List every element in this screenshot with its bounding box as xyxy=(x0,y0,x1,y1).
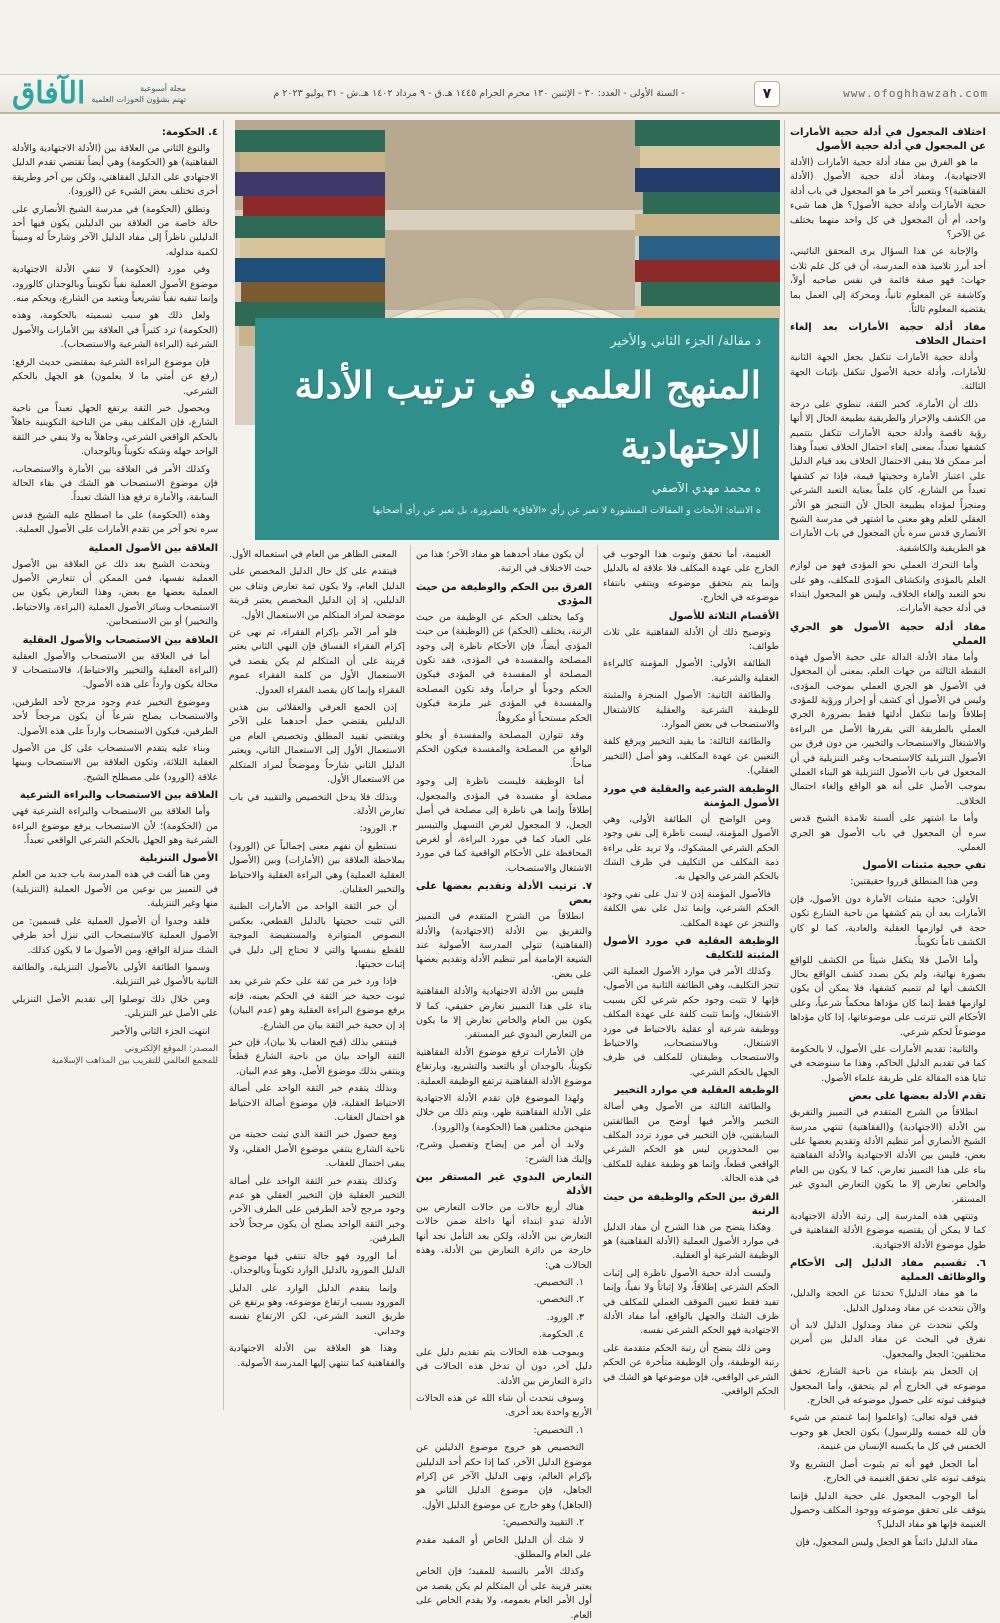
paragraph: ولعل ذلك هو سبب تسميته بالحكومة، وهذه (الحكومة) ترد كثيراً في العلاقة بين الأمارات والأصول الشرعية (البراءة الشرعية والاستصحاب). xyxy=(12,310,218,351)
paragraph: ما هو الفرق بين مفاد أدلة حجية الأمارات (الأدلة الاجتهادية)، ومفاد أدلة حجية الأصول (الأدلة الفقاهتية)؟ وبتعبير آخر ما هو المجعول في باب أدلة حجية الأمارات وأدلة حجية الأصول؟ هل هما شيء واحد، أم أن المجعول في كل واحد منهما يختلف عن الآخر؟ xyxy=(790,157,986,241)
list-item: ٢. التخصص. xyxy=(536,1294,584,1306)
logo-tagline xyxy=(91,83,186,105)
section-heading: ٧. ترتيب الأدلة وتقديم بعضها على بعض xyxy=(416,881,592,907)
paragraph: فإن موضوع البراءة الشرعية بمقتضى حديث الرفع: (رفع عن أمتي ما لا يعلمون) هو الجهل بالحكم الشرعي. xyxy=(12,356,218,397)
article-column-3 xyxy=(416,548,592,1621)
section-heading: التعارض البدوي غير المستقر بين الأدلة xyxy=(416,1172,592,1198)
column-rule xyxy=(223,120,224,1410)
paragraph: وتوضيح ذلك أن الأدلة الفقاهتية على ثلاث طوائف: xyxy=(603,626,779,653)
paragraph: وكذلك الأمر في موارد الأصول العملية التي تنجز التكليف، وهي الطائفة الثانية من الأصول، فإنها لا تثبت وجود حكم شرعي لكن بسبب الاشتغال، وإنما تثبت كلفة على عهدة المكلف ووظيفة شرعية أو عقلية بالاحتياط في مورد الاشتغال، وبالاستصحاب، والاحتياط والاستصحاب وظيفتان للمكلف في ظرف الجهل بالحكم الشرعي. xyxy=(603,965,779,1078)
article-title-banner xyxy=(255,318,779,540)
paragraph: فإذا ورد خبر من ثقة على حكم شرعي بعد ثبوت حجية خبر الثقة في الحكم بعينه، فإنه يرفع موضوع البراءة العقلية وهو (عدم البيان) إذ إن حجية خبر الثقة بيان من الشارع. xyxy=(229,976,405,1031)
section-heading: ٦. تقسيم مفاد الدليل إلى الأحكام والوظائف العملية xyxy=(790,1258,986,1284)
paragraph: المعنى الظاهر من العام في استعماله الأول. xyxy=(229,549,397,560)
article-author: ه محمد مهدي الآصفي xyxy=(651,481,761,495)
paragraph: أما الجعل فهو أنه تم بثبوت أصل التشريع ولا يتوقف ثبوته على تحقق الغنيمة في الخارج. xyxy=(790,1458,986,1485)
paragraph: وكما يختلف الحكم عن الوظيفة من حيث الرتبة، يختلف (الحكم) عن (الوظيفة) من حيث المؤدى أيضاً، فإن الأحكام ناظرة إلى وجود المصلحة والمفسدة في المؤدى، فقد تكون المصلحة أو المفسدة في المؤدى فيكون الحكم وجوباً أو حراماً، وقد تكون المصلحة والمفسدة في المؤدى غير ملزمة فيكون الحكم مستحباً أو مكروهاً. xyxy=(416,611,592,724)
section-heading: مفاد أدلة حجية الأصول هو الجري العملي xyxy=(790,621,986,647)
paragraph: الطائفة الأولى: الأصول المؤمنة كالبراءة العقلية والشرعية. xyxy=(603,658,779,684)
masthead xyxy=(0,74,1000,114)
paragraph: ومن هنا ألقت في هذه المدرسة باب جديد من العلم في التمييز بين نوعين من الأصول العملية (التنزيلية) منها وغير التنزيلية. xyxy=(12,869,218,910)
paragraph: ولابد أن أمر من إيضاح وتفصيل وشرح، وإليك هذا الشرح: xyxy=(416,1139,592,1165)
paragraph: فالأصول المؤمنة إذن لا تدل على نفي وجود الحكم الشرعي، وإنما تدل على نفي الكلفة والتنجز عن عهدة المكلف. xyxy=(603,888,779,929)
book-stack-left xyxy=(235,130,385,346)
paragraph: وبموجب هذه الحالات يتم تقديم دليل على دليل آخر، دون أن تدخل هذه الحالات في دائرة التعارض بين الأدلة. xyxy=(416,1346,592,1387)
section-heading: العلاقة بين الاستصحاب والبراءة الشرعية xyxy=(19,790,218,802)
logo-wordmark: الآفاق xyxy=(12,76,86,111)
paragraph: وهذا هو العلاقة بين الأدلة الاجتهادية والفقاهتية كما تنتهي إليها المدرسة الأصولية. xyxy=(229,1343,405,1369)
issue-info: - السنة الأولى - العدد: ٣٠ - الإثنين ١٣٠ محرم الحرام ١٤٤٥ هـ.ق - ٩ مرداد ١٤٠٢ هـ.ش - ٣١ يوليو ٢٠٢٣ م xyxy=(273,88,685,99)
paragraph: وأدلة حجية الأمارات تتكفل بجعل الجهة الثانية للأمارات، وأدلة حجية الأصول تتكفل بإثبات الجهة الثالثة. xyxy=(790,352,986,393)
paragraph: وسوف نتحدث أن شاء الله عن هذه الحالات الأربع واحدة بعد أخرى. xyxy=(416,1392,592,1419)
paragraph: أما الوظيفة فليست ناظرة إلى وجود مصلحة أو مفسدة في المؤدى والمجعول، إطلاقاً وإنما هي ناظرة إلى مصلحة في أصل الجعل، لا المجعول لغرض التسهيل والتيسير على العباد كما في مورد البراءة، أو لغرض المحافظة على الأحكام الواقعية كما في مورد الاشتغال والاستصحاب. xyxy=(416,776,592,874)
article-column-4 xyxy=(229,548,405,1412)
section-heading: ٤. الحكومة: xyxy=(161,127,218,138)
article-kicker: د مقالة/ الجزء الثاني والأخير xyxy=(610,334,761,349)
paragraph: أن خبر الثقة الواحد من الأمارات الظنية التي تثبت حجيتها بالدليل القطعي، بعكس النصوص المتواترة والمستفيضة الموجبة للقطع بنفسها والتي لا تحتاج إلى دليل في إثبات حجيتها. xyxy=(229,901,405,970)
paragraph: إن الجعل يتم بإنشاء من ناحية الشارع، تحقق موضوعه في الخارج أم لم يتحقق، وأما المجعول فيتوقف ثبوته على حصول موضوعه في الخارج. xyxy=(790,1366,986,1407)
paragraph: والإجابة عن هذا السؤال يرى المحقق النائيني، أحد أبرز تلاميذ هذه المدرسة، أن في كل علم ثلاث جهات: فهو صفة قائمة في نفس صاحبه أولاً، وكاشفة عن المعلوم ثانياً، ومحركة إلى العمل بما يقتضيه المعلوم ثالثاً. xyxy=(790,246,986,316)
page-number: ٧ xyxy=(754,81,780,107)
article-title: المنهج العلمي في ترتيب الأدلة الاجتهادية xyxy=(294,363,761,467)
paragraph: وتنتهي هذه المدرسة إلى رتبة الأدلة الاجتهادية كما لا يمكن أن يقتضيه موضوع الأدلة الفقاهتية في طول موضوع الأدلة الاجتهادية. xyxy=(790,1211,986,1251)
paragraph: فلو أمر الآمر بإكرام الفقراء، ثم نهى عن إكرام الفقراء الفساق فإن النهي الثاني يعتبر قرينة على أن المتكلم لم يكن يقصد في الاستعمال الأول من كلمة الفقراء عموم الفقراء وإنما كان يقصد الفقراء العدول. xyxy=(229,627,405,696)
paragraph: أما في العلاقة بين الاستصحاب والأصول العقلية (البراءة العقلية والتخيير والاحتياط)، فالاستصحاب لا محالة يكون وارداً على هذه الأصول. xyxy=(12,650,218,691)
paragraph: والطائفة الثالثة: ما يفيد التخيير ويرفع كلفة التعيين عن عهدة المكلف، وهو أصل (التخيير العقلي). xyxy=(603,736,779,777)
paragraph: وكذلك يتقدم خبر الثقة الواحد على أصالة التخيير العقلية فإن التخيير العقلي هو عدم وجود مرجح لأحد الطرفين على الطرف الآخر، وخبر الثقة الواحد يصلح أن يكون مرجحاً لأحد الطرفين. xyxy=(229,1175,405,1245)
paragraph: ٣. الورود: xyxy=(359,823,397,835)
section-heading: نفي حجية مثبتات الأصول xyxy=(862,860,986,872)
paragraph: الغنيمة، أما تحقق وثبوت هذا الوجوب في الخارج على عهدة المكلف فلا علاقة له بالدليل وإنما يتم بتحقق موضوعه وينتفي بانتفاء موضوعه في الخارج. xyxy=(603,549,779,604)
paragraph: ومن خلال ذلك توصلوا إلى تقديم الأصل التنزيلي على الأصل غير التنزيلي. xyxy=(12,993,218,1020)
paragraph: والثانية: تقديم الأمارات على الأصول، لا بالحكومة كما في تقديم الدليل الحاكم، وهذا ما سنوضحه في ثنايا هذه المقالة على طريقة علماء الأصول. xyxy=(790,1043,986,1084)
paragraph: نستطيع أن نفهم معنى إجمالياً عن (الورود) بملاحظة العلاقة بين (الأمارات) وبين (الأصول العقلية العملية) وهي البراءة العقلية والاحتياط والتخيير العقليان. xyxy=(229,840,405,895)
paragraph: إذن الجمع العرفي والعقلائي بين هذين الدليلين يقتضي حمل أحدهما على الآخر ويقتضي تقييد المطلق وتخصيص العام من الاستعمال الأول إلى الاستعمال الثاني، ويعتبر الدليل الثاني شارحاً وموضحاً لمراد المتكلم من الاستعمال الأول. xyxy=(229,702,405,786)
paragraph: مفاد الدليل دائماً هو الجعل وليس المجعول، فإن xyxy=(795,1536,978,1548)
paragraph: ويتحدث الشيخ بعد ذلك عن العلاقة بين الأصول العملية نفسها، فمن الممكن أن تتعارض الأصول العملية بعضها مع بعض، وهذا التعارض يكون بين الاستصحاب وسائر الأصول العملية (البراءة، والاحتياط، والتخيير) أو بين الاستصحابين. xyxy=(12,558,218,628)
paragraph: وهكذا يتضح من هذا الشرح أن مفاد الدليل في موارد الأصول العملية (الأدلة الفقاهتية) هو الوظيفة الشرعية أو العقلية. xyxy=(603,1221,779,1262)
paragraph: ومن هذا المنطلق قرروا حقيقتين: xyxy=(850,876,978,888)
paragraph: وتطلق (الحكومة) في مدرسة الشيخ الأنصاري على حالة خاصة من العلاقة بين الدليلين يكون فيها أحد الدليلين ناظراً إلى مفاد الدليل الآخر وشارحاً له ومبيناً لكمية مدلوله. xyxy=(12,203,218,258)
paragraph: ٢. التقييد والتخصيص: xyxy=(502,1517,584,1529)
masthead-logo[interactable] xyxy=(12,76,212,111)
paragraph: ذلك أن الأمارة، كخبر الثقة، تنطوي على درجة من الكشف والإحراز والطريقية بطبيعة الحال إلا أنها رؤية ناقصة وأدلة حجية الأمارات تتكفل بتتميم كشفها تعبداً، بمعنى إلغاء احتمال الخلاف تعبداً وهذا أمر ممكن فلا يبقى الاحتمال الخلاف بعد قيام الدليل على اعتبار الأمارة وحجيتها قيمة، فإذا تم كشفها تعبداً من الشارع، كان علماً بعناية التعبد الشرعي ومنجزاً لمؤداه بطبيعة الحال لأن التنجيز هو الأثر العقلي للعلم وهو معنى ما اشتهر في مدرسة الشيخ الأنصاري قدس سره بأن المجعول في باب الأمارات هو الطريقية والكاشفية. xyxy=(790,398,986,554)
section-heading: الوظيفة الشرعية والعقلية في مورد الأصول المؤمنة xyxy=(603,783,779,809)
paragraph: وإنما يتقدم الدليل الوارد على الدليل المورود بسبب ارتفاع موضوعه، وهو يرتفع عن طريق التعبد الشرعي، لكن الارتفاع نفسه وجداني. xyxy=(229,1282,405,1337)
section-heading: الوظيفة العقلية في موارد التخيير xyxy=(614,1085,779,1097)
paragraph: وليست أدلة حجية الأصول ناظرة إلى إثبات الحكم الشرعي إطلاقاً، ولا إثباتاً ولا نفياً، وإنما تفيد فقط تعيين الموقف العملي للمكلف في ظرف الشك والجهل بالواقع، أما مفاد الأدلة الاجتهادية فهو الحكم الشرعي نفسه. xyxy=(603,1267,779,1337)
list-item: ١. التخصيص. xyxy=(533,1277,584,1289)
paragraph: ولهذا الموضوع فإن تقدم الأدلة الاجتهادية على الأدلة الفقاهتية ظهر، ويتم ذلك من خلال منهجين مختلفين هما (الحكومة) و(الورود). xyxy=(416,1093,592,1133)
paragraph: وبذلك فلا يدخل التخصيص والتقييد في باب تعارض الأدلة. xyxy=(229,791,405,817)
paragraph: فلقد وجدوا أن الأصول العملية على قسمين: من الأصول العملية كالاستصحاب التي تنزل أحد طرفي الشك منزلة الواقع، ومن الأصول ما لا يكون كذلك. xyxy=(12,915,218,956)
source-note xyxy=(12,1043,218,1067)
article-disclaimer: ه الانتباه: الأبحاث و المقالات المنشورة لا تعبر عن رأي «الآفاق» بالضرورة، بل تعبر عن رأي أصحابها xyxy=(372,505,761,516)
paragraph: ومن الواضح أن الطائفة الأولى، وهي الأصول المؤمنة، ليست ناظرة إلى نفي وجود الحكم الشرعي المشكوك، ولا تريد على براءة ذمة المكلف من التكليف في ظرف الشك بالحكم الشرعي والجهل به. xyxy=(603,813,779,883)
paragraph: وسموا الطائفة الأولى بالأصول التنزيلية، والطائفة الثانية بالأصول غير التنزيلية. xyxy=(12,961,218,988)
section-heading: الأصول التنزيلية xyxy=(139,853,218,865)
paragraph: وأما العلاقة بين الاستصحاب والبراءة الشرعية فهي من (الحكومة)؛ لأن الاستصحاب يرفع موضوع البراءة الشرعية وهو الجهل بالحكم الشرعي الواقعي تعبداً. xyxy=(12,806,218,847)
paragraph: وفي مورد (الحكومة) لا تنفي الأدلة الاجتهادية موضوع الأصول العملية نفياً تكوينياً وبالوجدان كالورود، وإنما تنفيه نفياً تشريعياً وبتعبد من الشارع، ويحكم منه. xyxy=(12,264,218,305)
paragraph: أما الوجوب المجعول على حجية الدليل فإنما يتوقف على تحقق موضوعه ووجود المكلف وحصول الغنيمة فإنها هو مفاد الدليل؟ xyxy=(790,1490,986,1531)
paragraph: وبذلك يتقدم خبر الثقة الواحد على أصالة الاحتياط العقلية، فإن موضوع أصالة الاحتياط هو احتمال العقاب. xyxy=(229,1083,405,1124)
paragraph: وبحصول خبر الثقة يرتفع الجهل تعبداً من ناحية الشارع، فإن المكلف يبقى من الناحية التكوينية جاهلاً بالحكم الواقعي الشرعي، وجاهلاً به ولا ينفي خبر الثقة الواحد جهله وشكه تكويناً وبالوجدان. xyxy=(12,402,218,458)
section-heading: الوظيفة العقلية في مورد الأصول المثبتة للتكليف xyxy=(603,935,779,961)
paragraph: وموضوع التخيير عدم وجود مرجح لأحد الطرفين، والاستصحاب يصلح شرعاً أن يكون مرجحاً لأحد الطرفين، فيكون الاستصحاب وارداً على هذه الأصول. xyxy=(12,696,218,737)
paragraph: ومع حصول خبر الثقة الذي ثبتت حجيته من ناحية الشارع ينتفي موضوع الأصل العقلي، ولا يبقى احتمال للعقاب. xyxy=(229,1129,405,1170)
section-heading: العلاقة بين الاستصحاب والأصول العقلية xyxy=(22,634,218,646)
paragraph: ما هو مفاد الدليل؟ تحدثنا عن الحجة والدليل، والآن نتحدث عن مفاد ومدلول الدليل. xyxy=(790,1288,986,1314)
paragraph: انطلاقاً من الشرح المتقدم في التمييز والتفريق بين الأدلة (الاجتهادية) و(الفقاهتية) تنتهي مدرسة الشيخ الأنصاري أمر تنظيم الأدلة وتقديم بعضها على بعض، فليس بين الأدلة الاجتهادية والأدلة الفقاهتية بناء على هذا التمييز تعارض، كما لا يكون بين العام والخاص تعارض إلا ما يكون التعارض البدوي غير المستقر. xyxy=(790,1107,986,1205)
column-rule xyxy=(784,120,785,1410)
paragraph: فيتقدم على كل حال الدليل المخصص على الدليل العام، ولا يكون ثمة تعارض وتناف بين الدليلين، إذ إن الدليل المخصص يعتبر قرينة موضحة لمراد المتكلم من الاستعمال الأول. xyxy=(229,566,405,621)
paragraph: التخصيص هو خروج موضوع الدليلين عن موضوع الدليل الآخر، كما إذا حكم أحد الدليلين بإكرام العالم، ونهى الدليل الآخر عن إكرام الجاهل، فإن موضوع الدليل الثاني هو (الجاهل) وهو خارج عن موضوع الدليل الأول. xyxy=(416,1442,592,1511)
section-heading: الفرق بين الحكم والوظيفة من حيث الرتبة xyxy=(603,1191,779,1217)
logo-tagline-line2: تهتم بشؤون الحوزات العلمية xyxy=(91,94,186,104)
paragraph: أن يكون مفاد أحدهما هو مفاد الآخر؛ هذا من حيث الاختلاف في الرتبة. xyxy=(416,549,592,575)
paragraph: وأما ما اشتهر على ألسنة تلامذة الشيخ قدس سره أن المجعول في باب الأصول هو الجري العملي. xyxy=(790,813,986,854)
paragraph: وقد تتوازن المصلحة والمفسدة أو يخلو الواقع من المصلحة والمفسدة فيكون الحكم مباحاً. xyxy=(416,730,592,770)
paragraph: وأما التحرك العملي نحو المؤدى فهو من لوازم العلم بالمؤدى وانكشاف المؤدى للمكلف، وهو على نحو التعبد وإلغاء الخلاف، وليس هو المجعول ابتداء في أدلة حجية الأمارات. xyxy=(790,560,986,615)
article-column-2 xyxy=(603,548,779,1412)
article-column-5 xyxy=(12,122,218,1412)
section-heading: مفاد أدلة حجية الأمارات بعد إلغاء احتمال الخلاف xyxy=(790,322,986,348)
paragraph: هناك أربع حالات من حالات التعارض بين الأدلة تبدو ابتداء أنها داخلة ضمن حالات التعارض بين الأدلة، ولكن بعد التأمل نجد أنها خارجة من دائرة التعارض بين الأدلة، وهذه الحالات هي: xyxy=(416,1202,592,1271)
column-rule xyxy=(597,545,598,1410)
paragraph: وأما الأصل فلا يتكفل شيئاً من الكشف للواقع بصورة نهائية، ولم يكن بصدد كشف الواقع بحال الكشف أنها لم تتميم كشفها، فلا يمكن أن يكون لوازمها فقط إنما كان مؤداها محكماً شرعياً، وعلى الأحكام التي تترتب على موضوعاتها، إذا كان مؤداها موضوعاً لحكم شرعي. xyxy=(790,954,986,1038)
section-heading: الأقسام الثلاثة للأصول xyxy=(668,610,779,622)
list-item: ٤. الحكومة. xyxy=(538,1329,584,1341)
paragraph: وأما مفاد الأدلة الدالة على حجية الأصول فهذه النقطة الثالثة من جهات العلم، بمعنى أن المجعول في الأصول هو الجري العملي بموجب المؤدى، وليس في الأصول أي كشف أو إحراز ورؤية للمؤدى إطلاقاً وإنما تتكفل أدلتها فقط بضرورة الجري العملي بالطريقة التي يقررها الأصل من البراءة والاشتغال والاستصحاب والتخيير، من دون فرق بين الأصول التنزيلية كالاستصحاب وغير التنزيلية في أن المجعول في باب الأصول التنزيلية هو البناء العملي بموجب الأصل على أنه هو الواقع وإلغاء احتمال الخلاف. xyxy=(790,651,986,807)
section-heading: العلاقة بين الأصول العملية xyxy=(88,542,218,554)
paragraph: والطائفة الثالثة من الأصول وهي أصالة التخيير والأمر فيها أوضح من الطائفتين السابقتين، فإن التخيير في مورد تردد المكلف بين المحذورين ليس هو الحكم الشرعي الواقعي قطعاً، وإنما هو وظيفة عقلية للمكلف في هذه الحالة. xyxy=(603,1101,779,1185)
logo-tagline-line1: مجلة أسبوعية xyxy=(140,83,186,93)
paragraph: ومن ذلك يتضح أن رتبة الحكم متقدمة على رتبة الوظيفة، وأن الوظيفة متأخرة عن الحكم الشرعي الواقعي، فإن موضوعها هو الشك في الحكم الواقعي. xyxy=(603,1342,779,1398)
book-stack-right xyxy=(635,120,780,328)
paragraph: وبناء عليه يتقدم الاستصحاب على كل من الأصول العقلية الثلاثة، وتكون العلاقة بين الاستصحاب وبينها علاقة (الورود) على مصطلح الشيخ. xyxy=(12,743,218,783)
article-column-1 xyxy=(790,122,986,1548)
paragraph: ١. التخصيص: xyxy=(533,1424,584,1436)
paragraph: وكذلك الأمر بالنسبة للمقيد؛ فإن الخاص يعتبر قرينة على أن المتكلم لم يكن يقصد من أول الأمر العام بعمومه، ولا يقدم الخاص على العام. xyxy=(416,1566,592,1621)
list-item: ٣. الورود. xyxy=(546,1311,584,1323)
paragraph: والنوع الثاني من العلاقة بين (الأدلة الاجتهادية والأدلة الفقاهتية) هو (الحكومة) وهي أيضاً تقتضي تقدم الدليل الاجتهادي على الدليل الفقاهتي، ولكن بين آخر وطريقة أخرى تختلف بعض الشيء عن (الورود). xyxy=(12,143,218,198)
article-end-note: انتهت الجزء الثاني والأخير xyxy=(111,1025,210,1037)
paragraph: وهذه (الحكومة) على ما اصطلح عليه الشيخ قدس سره نحو آخر من تقدم الأمارات على الأصول العملية. xyxy=(12,509,218,536)
paragraph: لا شك أن الدليل الخاص أو المقيد مقدم على العام والمطلق. xyxy=(416,1534,592,1560)
section-heading: اختلاف المجعول في أدلة حجية الأمارات عن المجعول في أدلة حجية الأصول xyxy=(790,127,986,152)
paragraph: ولكي نتحدث عن مفاد ومدلول الدليل لابد أن نفرق في البحث عن مفاد الدليل بين أمرين مختلفين: الجعل والمجعول. xyxy=(790,1320,986,1360)
paragraph: انطلاقاً من الشرح المتقدم في التمييز والتفريق بين الأدلة (الاجتهادية) والأدلة (الفقاهتية) تتولى المدرسة الأصولية عند الشيعة الإمامية أمر تنظيم الأدلة وتقديم بعضها على بعض. xyxy=(416,911,592,980)
paragraph: الأولى: حجية مثبتات الأمارة دون الأصول، فإن الأمارات بعد أن يتم كشفها من ناحية الشارع تكون حجة في لوازمها العقلية والعادية، كما لو كان الكشف تاماً تكويناً. xyxy=(790,893,986,949)
paragraph: فإن الأمارات ترفع موضوع الأدلة الفقاهتية تكويناً، بالوجدان أو بالتعبد والتشريع، وبارتفاع موضوع الأدلة الفقاهتية ترتفع الوظيفة العملية. xyxy=(416,1046,592,1087)
paragraph: أما الورود فهو حالة تنتفي فيها موضوع الدليل المورود بالدليل الوارد تكويناً وبالوجدان. xyxy=(229,1250,405,1277)
paragraph: والطائفة الثانية: الأصول المنجزة والمثبتة للوظيفة الشرعية والعقلية كالاشتغال والاستصحاب في بعض الموارد. xyxy=(603,690,779,731)
paragraph: وكذلك الأمر في العلاقة بين الأمارة والاستصحاب، فإن موضوع الاستصحاب هو الشك في بقاء الحالة السابقة، والأمارة ترفع هذا الشك تعبداً. xyxy=(12,463,218,504)
source-line-1: المصدر: الموقع الإلكتروني xyxy=(124,1043,218,1054)
site-url[interactable]: www.ofoghhawzah.com xyxy=(843,87,988,100)
source-line-2: للمجمع العالمي للتقريب بين المذاهب الإسلامية xyxy=(51,1055,218,1066)
section-heading: تقدم الأدلة بعضها على بعض xyxy=(848,1091,986,1103)
paragraph: فينتفي بذلك (قبح العقاب بلا بيان)، فإن خبر الثقة الواحد بيان من ناحية الشارع قطعاً وينتفي بذلك موضوع الأصل، وهو عدم البيان. xyxy=(229,1037,405,1077)
column-rule xyxy=(410,545,411,1410)
paragraph: ففي قوله تعالى: (واعلموا إنما غنمتم من شيء فأن لله خمسه وللرسول) يكون الجعل هو وجوب الخمس في كل ما يكسبه الإنسان من غنيمة. xyxy=(790,1412,986,1453)
paragraph: فليس بين الأدلة الاجتهادية والأدلة الفقاهتية بناء على هذا التمييز تعارض حقيقي، كما لا يكون بين العام والخاص تعارض إلا ما يكون من التعارض البدوي غير المستقر. xyxy=(416,986,592,1041)
section-heading: الفرق بين الحكم والوظيفة من حيث المؤدى xyxy=(416,581,592,607)
